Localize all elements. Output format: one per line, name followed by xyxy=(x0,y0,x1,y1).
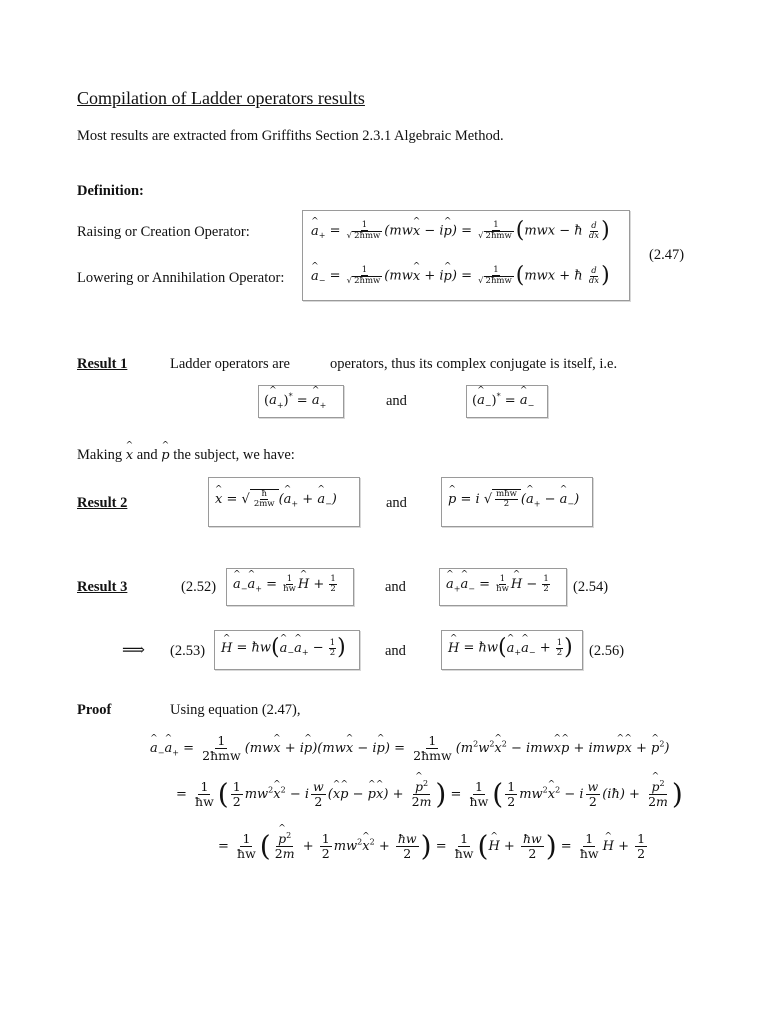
proof-line-3: = $\frac{1}{ħw}$ ( $\frac{p \^{}^2}{2m}$ + $\frac{1}{2}$ $mw^2x$ ^$^2$ + $\frac{ħw}{2}$ ) = $\frac{1}{ħw}$ (H ^ + $\frac{ħw}{2}$ ) = $\frac{1}{ħw}$ H ^ + $\frac{1}{2}$ xyxy=(218,832,649,861)
making-subject-text: Making x ^ and p ^ the subject, we have: xyxy=(77,447,295,464)
definition-heading: Definition: xyxy=(77,183,144,199)
lowering-operator-label: Lowering or Annihilation Operator: xyxy=(77,270,285,286)
position-operator-box xyxy=(208,477,360,527)
implies-symbol: ⟹ xyxy=(122,642,145,659)
lowering-raising-product-equation: a $\^{}_-a$ $\^{}_+$ = $\frac{1}{ħw}$ H ^ + $\frac{1}{2}$ xyxy=(233,575,338,594)
lowering-operator-equation: a $\^{}_-$ = $\frac{1}{\text{√ 2ħmw}}$ (mwx ^ + ip ^) = $\frac{1}{\text{√ 2ħmw}}$ (mwx + ħ $\frac{d}{dx}$ ) xyxy=(311,265,610,287)
result-1-and: and xyxy=(386,393,407,409)
page-title: Compilation of Ladder operators results xyxy=(77,88,365,108)
hamiltonian-raising-lowering-equation: H ^ = ħw(a $\^{}_+a$ $\^{}_-$ + $\frac{1}{2}$ ) xyxy=(448,637,573,659)
result-1-label: Result 1 xyxy=(77,356,128,372)
position-operator-equation: x ^ = √ $\frac{ħ}{2mw}$ (a $\^{}_+ + a$ $\^{}_-$) xyxy=(215,489,337,509)
equation-number-2-47: (2.47) xyxy=(649,247,685,263)
equation-number-2-54: (2.54) xyxy=(573,579,609,595)
lowering-raising-product-box xyxy=(226,568,354,606)
proof-label: Proof xyxy=(77,702,112,718)
equation-number-2-53: (2.53) xyxy=(170,643,206,659)
hamiltonian-raising-lowering-box xyxy=(441,630,583,670)
definition-equation-box xyxy=(302,210,630,301)
equation-number-2-56: (2.56) xyxy=(589,643,625,659)
proof-line-2: = $\frac{1}{ħw}$ ( $\frac{1}{2}$ $mw^2x$ ^$^2$ − i $\frac{w}{2}$ (x ^p ^ − p ^x ^) + $\frac{p \^{}^2}{2m}$ ) = $\frac{1}{ħw}$ ( $\frac{1}{2}$ $mw^2x$ ^$^2$ − i $\frac{w}{2}$ (iħ) + $\frac{p \^{}^2}{2m}$ ) xyxy=(176,780,683,809)
raising-conjugate-equation: (a $\^{}_+)^* = a$ $\^{}_+$ xyxy=(264,392,326,410)
momentum-operator-equation: p ^ = i √ $\frac{\text{mħw}}{2}$ (a $\^{}_+ - a$ $\^{}_-$) xyxy=(448,489,579,509)
intro-text: Most results are extracted from Griffiths Section 2.3.1 Algebraic Method. xyxy=(77,128,504,144)
raising-lowering-product-box xyxy=(439,568,567,606)
lowering-conjugate-box xyxy=(466,385,548,418)
result-2-label: Result 2 xyxy=(77,495,128,511)
raising-conjugate-box xyxy=(258,385,344,418)
result-1-text-b: operators, thus its complex conjugate is itself, i.e. xyxy=(330,356,618,372)
raising-lowering-product-equation: a $\^{}_+a$ $\^{}_-$ = $\frac{1}{ħw}$ H ^ − $\frac{1}{2}$ xyxy=(446,575,551,594)
result-1-text-a: Ladder operators are xyxy=(170,356,290,372)
raising-operator-equation: a $\^{}_+$ = $\frac{1}{\text{√ 2ħmw}}$ (mwx ^ − ip ^) = $\frac{1}{\text{√ 2ħmw}}$ (mwx − ħ $\frac{d}{dx}$ ) xyxy=(311,220,610,242)
result-3-label: Result 3 xyxy=(77,579,128,595)
result-2-and: and xyxy=(386,495,407,511)
proof-text: Using equation (2.47), xyxy=(170,702,301,718)
raising-operator-label: Raising or Creation Operator: xyxy=(77,224,250,240)
hamiltonian-lowering-raising-box xyxy=(214,630,360,670)
result-3-and-1: and xyxy=(385,579,406,595)
equation-number-2-52: (2.52) xyxy=(181,579,217,595)
result-3-and-2: and xyxy=(385,643,406,659)
momentum-operator-box xyxy=(441,477,593,527)
lowering-conjugate-equation: (a $\^{}_-)^* = a$ $\^{}_-$ xyxy=(472,392,534,410)
proof-line-1: a $\^{}_-a$ $\^{}_+$ = 1 2ħmw (mwx ^ + ip ^)(mwx ^ − ip ^) = 1 2ħmw ($m^2w^2x$ ^$^2$ − imwx ^p ^ + imwp ^x ^ + p ^$^2$) xyxy=(150,734,669,763)
hamiltonian-lowering-raising-equation: H ^ = ħw(a $\^{}_-a$ $\^{}_+$ − $\frac{1}{2}$ ) xyxy=(221,637,346,659)
